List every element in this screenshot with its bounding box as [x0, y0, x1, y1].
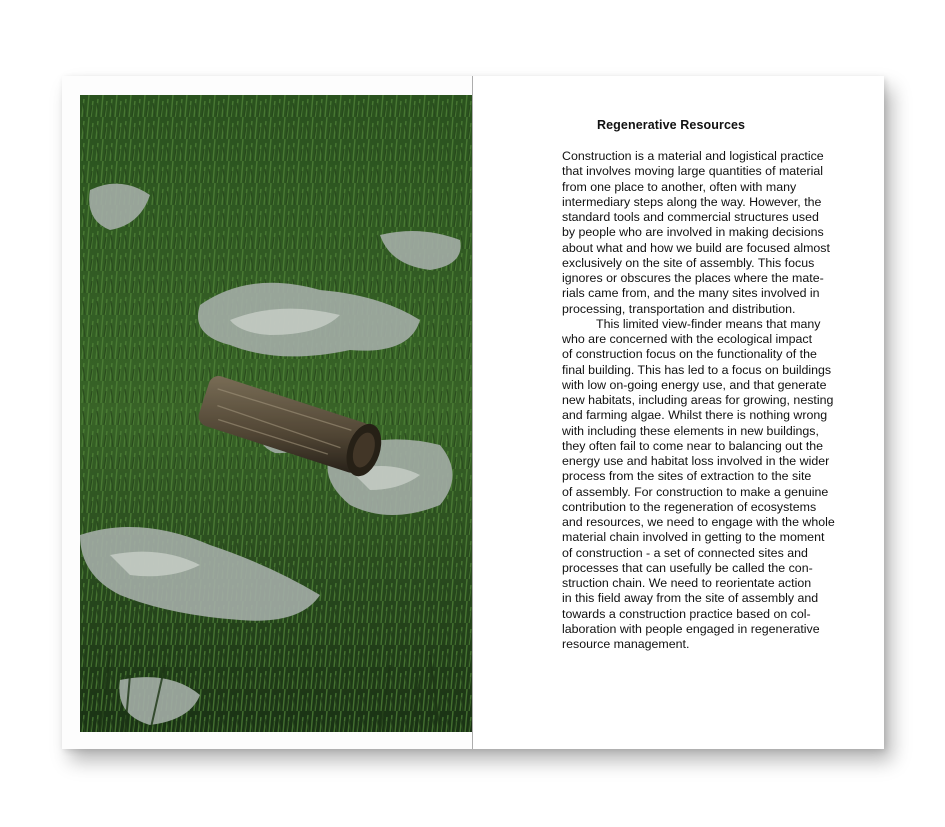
- text-line: towards a construction practice based on col-: [562, 606, 811, 621]
- text-line: with low on-going energy use, and that generate: [562, 377, 827, 392]
- text-line: with including these elements in new buildings,: [562, 423, 819, 438]
- text-line: final building. This has led to a focus on buildings: [562, 362, 832, 377]
- page-title: Regenerative Resources: [597, 118, 746, 132]
- text-line: laboration with people engaged in regenerative: [562, 621, 820, 636]
- body-text: [562, 149, 852, 652]
- open-book: [62, 76, 884, 749]
- text-line: resource management.: [562, 637, 690, 651]
- text-line: standard tools and commercial structures used: [562, 210, 819, 224]
- text-line: they often fail to come near to balancing out the: [562, 438, 824, 453]
- text-line: Construction is a material and logistical practice: [562, 149, 824, 163]
- text-line: of construction - a set of connected sites and: [562, 545, 808, 560]
- paragraph-1: [562, 149, 852, 317]
- text-line: process from the sites of extraction to the site: [562, 469, 812, 484]
- text-line: and farming algae. Whilst there is nothing wrong: [562, 408, 828, 423]
- text-line: rials came from, and the many sites involved in: [562, 286, 820, 301]
- left-page: [62, 76, 473, 749]
- text-line: energy use and habitat loss involved in the wider: [562, 454, 830, 468]
- text-line: in this field away from the site of assembly and: [562, 591, 819, 606]
- text-line: struction chain. We need to reorientate action: [562, 576, 812, 590]
- text-line: exclusively on the site of assembly. This focus: [562, 255, 815, 270]
- text-line: intermediary steps along the way. However, the: [562, 194, 822, 209]
- paragraph-2: [562, 317, 852, 653]
- photo-grass-mud-log: [80, 95, 472, 732]
- text-line: about what and how we build are focused almost: [562, 240, 830, 255]
- text-line: processing, transportation and distribution.: [562, 301, 796, 316]
- text-line: This limited view-finder means that many: [596, 316, 821, 331]
- text-line: new habitats, including areas for growing, nesting: [562, 393, 834, 407]
- text-line: material chain involved in getting to the moment: [562, 530, 825, 545]
- text-line: who are concerned with the ecological impact: [562, 332, 813, 346]
- text-line: by people who are involved in making decisions: [562, 225, 824, 240]
- text-line: and resources, we need to engage with the whole: [562, 515, 835, 529]
- text-line: from one place to another, often with many: [562, 179, 797, 194]
- text-line: of construction focus on the functionality of the: [562, 347, 817, 362]
- text-line: contribution to the regeneration of ecosystems: [562, 499, 817, 514]
- text-line: processes that can usefully be called the con-: [562, 560, 813, 575]
- text-line: of assembly. For construction to make a genuine: [562, 484, 829, 499]
- right-page: [473, 76, 884, 749]
- text-line: ignores or obscures the places where the mate-: [562, 271, 824, 285]
- text-line: that involves moving large quantities of material: [562, 164, 824, 179]
